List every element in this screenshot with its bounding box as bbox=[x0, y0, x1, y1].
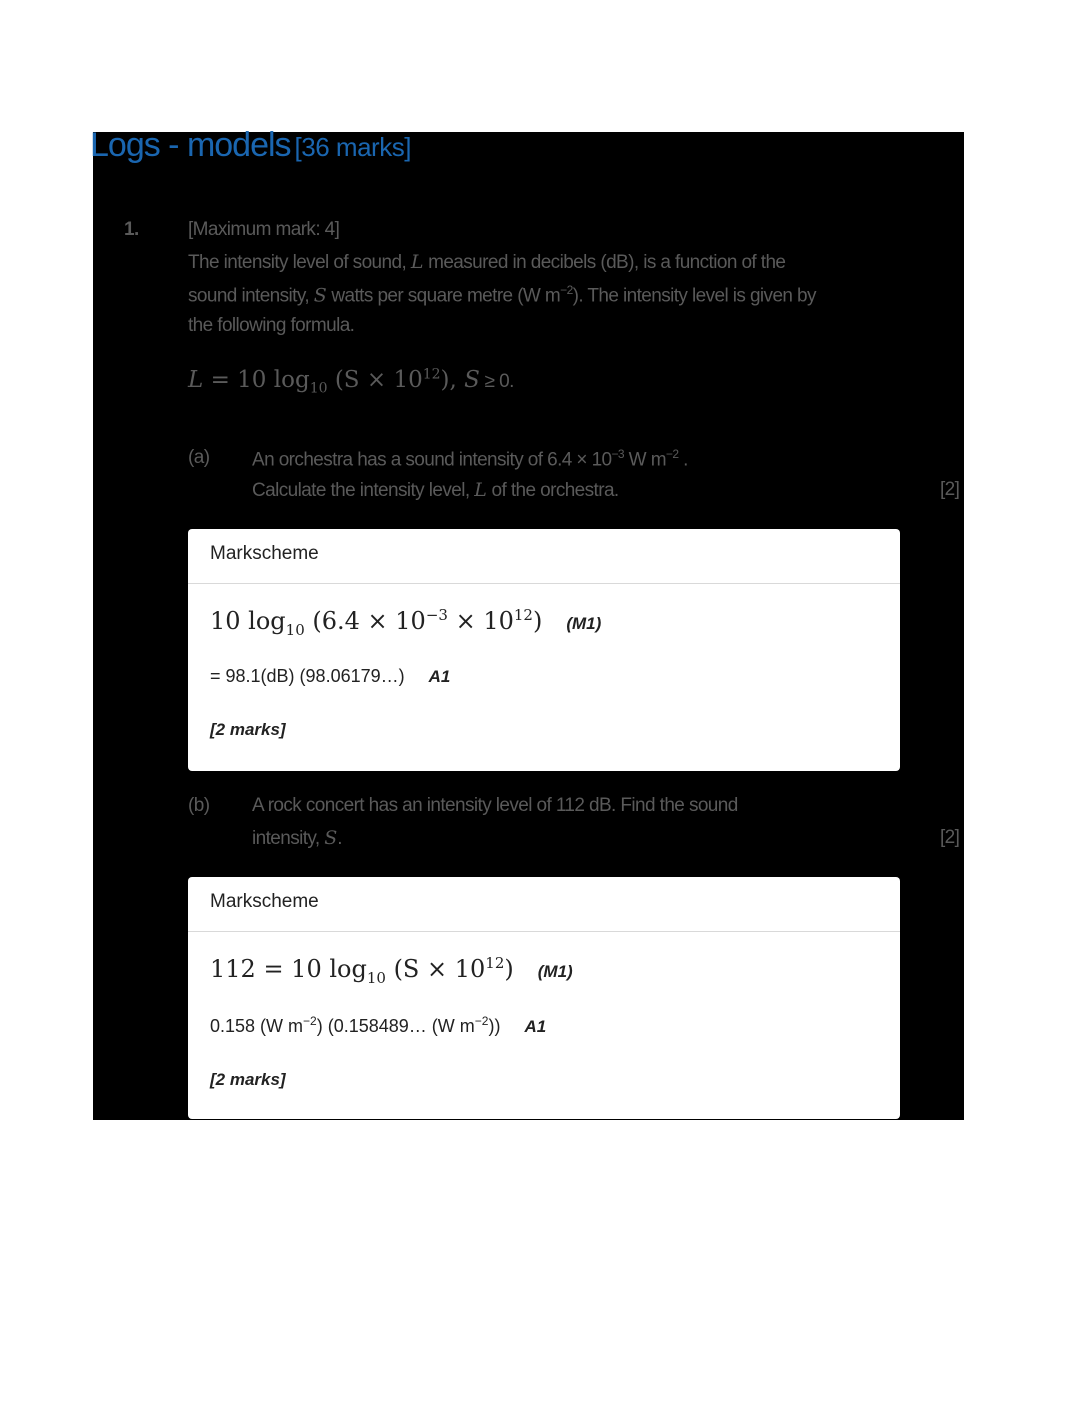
markscheme-a-equation: 10 $\log_{10} (6.4 \times 10^{-3} \times 10^{12})$ (M1) bbox=[210, 606, 602, 639]
stem-line-3: the following formula. bbox=[188, 315, 355, 336]
markscheme-b-equation: 112 = 10 $\log_{10} (S \times 10^{12})$ (M1) bbox=[210, 954, 573, 987]
question-number: 1. bbox=[124, 219, 139, 240]
markscheme-card-a bbox=[188, 529, 900, 771]
part-b-line-1: A rock concert has an intensity level of 112 dB. Find the sound bbox=[252, 795, 738, 816]
part-a-marks: [2] bbox=[940, 479, 960, 500]
part-a-label: (a) bbox=[188, 447, 210, 468]
part-a-line-2: Calculate the intensity level, L of the orchestra. bbox=[252, 479, 619, 501]
markscheme-header-b: Markscheme bbox=[188, 877, 900, 932]
markscheme-b-result: 0.158 (W $m^{-2}$) (0.158489… (W $m^{-2}$)) A1 bbox=[210, 1014, 547, 1036]
intensity-formula: L = 10 $\log_{10} (S \times 10^{12})$, S ≥ 0. bbox=[188, 366, 514, 397]
part-a-line-1: An orchestra has a sound intensity of $6.4 \times 10^{-3}$ W $m^{-2}$ . bbox=[252, 447, 688, 471]
markscheme-card-b bbox=[188, 877, 900, 1119]
markscheme-a-total: [2 marks] bbox=[210, 720, 286, 739]
part-b-label: (b) bbox=[188, 795, 210, 816]
stem-line-1: The intensity level of sound, L measured in decibels (dB), is a function of the bbox=[188, 251, 786, 273]
markscheme-a-result: = 98.1(dB) (98.06179…) A1 bbox=[210, 666, 451, 686]
title-marks: [36 marks] bbox=[294, 132, 411, 162]
markscheme-header-a: Markscheme bbox=[188, 529, 900, 584]
title-text: Logs - models bbox=[90, 126, 291, 164]
maximum-mark: [Maximum mark: 4] bbox=[188, 219, 340, 240]
markscheme-b-total: [2 marks] bbox=[210, 1070, 286, 1089]
stem-line-2: sound intensity, S watts per square metre (W $m^{-2}$). The intensity level is given by bbox=[188, 283, 816, 307]
page-title bbox=[90, 126, 411, 165]
part-b-marks: [2] bbox=[940, 827, 960, 848]
part-b-line-2: intensity, S. bbox=[252, 827, 342, 849]
